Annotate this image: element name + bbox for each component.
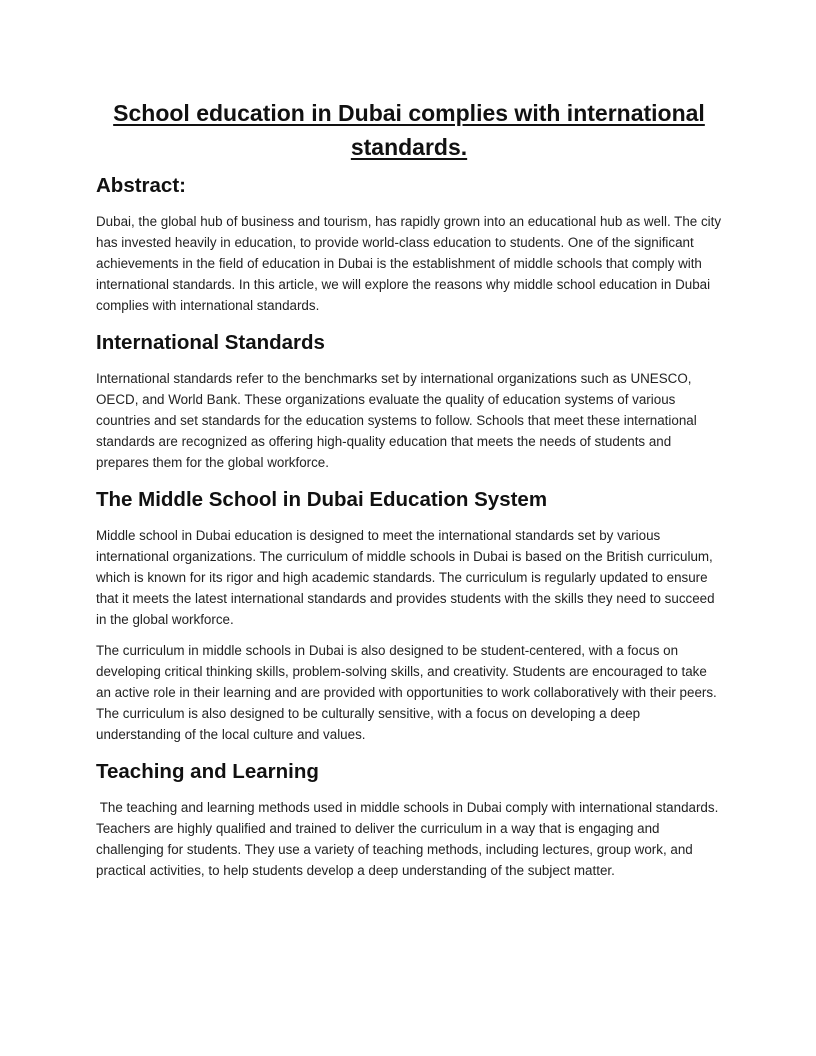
document-title: School education in Dubai complies with international standards. (113, 100, 705, 160)
section-heading-teaching-learning: Teaching and Learning (96, 760, 319, 783)
middle-school-paragraph-2: The curriculum in middle schools in Dubai is also designed to be student-centered, with a focus on developing critical thinking skills, problem-solving skills, and creativity. Students are encouraged to take an active role in their learning and are provided with opportunities to work collaboratively with their peers. The curriculum is also designed to be culturally sensitive, with a focus on developing a deep understanding of the local culture and values. (96, 643, 717, 742)
middle-school-paragraph-1: Middle school in Dubai education is designed to meet the international standards set by various international organizations. The curriculum of middle schools in Dubai is based on the British curriculum, which is known for its rigor and high academic standards. The curriculum is regularly updated to ensure that it meets the latest international standards and provides students with the skills they need to succeed in the global workforce. (96, 528, 715, 627)
section-heading-middle-school: The Middle School in Dubai Education System (96, 488, 548, 511)
section-heading-abstract: Abstract: (96, 174, 186, 197)
section-heading-international-standards: International Standards (96, 331, 325, 354)
teaching-learning-paragraph: The teaching and learning methods used in middle schools in Dubai comply with international standards. Teachers are highly qualified and trained to deliver the curriculum in a way that is engaging and challenging for students. They use a variety of teaching methods, including lectures, group work, and practical activities, to help students develop a deep understanding of the subject matter. (96, 800, 722, 878)
document-page (96, 96, 722, 881)
abstract-paragraph: Dubai, the global hub of business and tourism, has rapidly grown into an educational hub as well. The city has invested heavily in education, to provide world-class education to students. One of the significant achievements in the field of education in Dubai is the establishment of middle schools that comply with international standards. In this article, we will explore the reasons why middle school education in Dubai complies with international standards. (96, 214, 722, 313)
international-standards-paragraph: International standards refer to the benchmarks set by international organizations such as UNESCO, OECD, and World Bank. These organizations evaluate the quality of education systems of various countries and set standards for the education systems to follow. Schools that meet these international standards are recognized as offering high-quality education that meets the needs of students and prepares them for the global workforce. (96, 371, 697, 470)
